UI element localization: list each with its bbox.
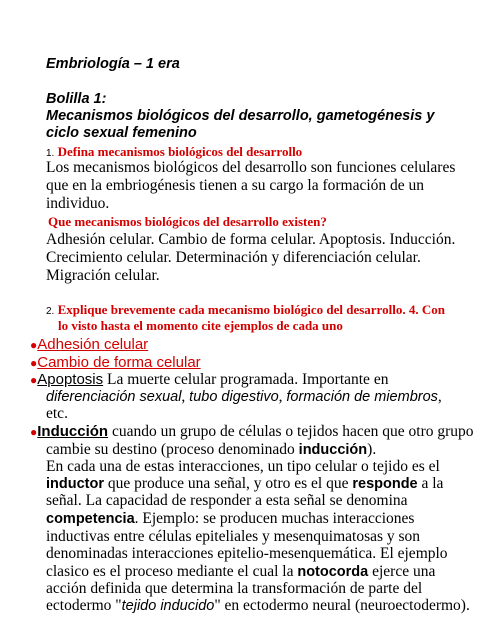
apoptosis-term: Apoptosis [37,371,104,388]
bullet-adhesion [30,336,148,354]
bullet-dot-icon: ● [30,338,38,352]
subtitle-line-2: ciclo sexual femenino [46,125,197,141]
bullet-dot-icon: ● [30,425,38,439]
question-2-text-line-2: lo visto hasta el momento cite ejemplos de cada uno [58,318,343,333]
apoptosis-def: La muerte celular programada. Importante en [103,371,389,388]
induccion-line-2: cambie su destino (proceso denominado inducción). [46,441,377,458]
induccion-line-8: denominadas interacciones epitelio-mesenquemática. El ejemplo [46,545,448,562]
question-1-heading [46,144,302,160]
mechanisms-list-line-3: Migración celular. [46,267,160,284]
bullet-dot-icon: ● [30,373,38,387]
bullet-apoptosis [30,371,388,389]
bullet-cambio [30,354,201,372]
induccion-line-4: inductor que produce una señal, y otro es el que responde a la [46,475,444,492]
question-2-heading [46,302,445,318]
subtitle-line-1: Mecanismos biológicos del desarrollo, gametogénesis y [46,108,435,124]
answer-1-line-3: individuo. [46,195,110,212]
induccion-line-5: señal. La capacidad de responder a esta señal se denomina [46,492,408,509]
document-title: Embriología – 1 era [46,56,180,72]
induccion-line-10: acción definida que determina la transformación de parte del [46,580,423,597]
apoptosis-examples: diferenciación sexual, tubo digestivo, formación de miembros, [46,388,442,405]
induccion-term: Inducción [37,423,109,440]
apoptosis-etc: etc. [46,405,68,422]
cambio-term: Cambio de forma celular [37,354,201,371]
induccion-line-11: ectodermo "tejido inducido" en ectodermo neural (neuroectodermo). [46,597,470,614]
answer-1-line-2: que en la embriogénesis tienen a su cargo la formación de un [46,177,425,194]
question-1-text: Defina mecanismos biológicos del desarrollo [57,144,303,159]
mechanisms-list-line-1: Adhesión celular. Cambio de forma celular. Apoptosis. Inducción. [46,231,456,248]
adhesion-term: Adhesión celular [37,336,149,353]
bolilla-label: Bolilla 1: [46,91,107,107]
induccion-line-9: clasico es el proceso mediante el cual la notocorda ejerce una [46,563,436,580]
induccion-line-6: competencia. Ejemplo: se producen muchas interacciones [46,510,415,527]
induccion-line-7: inductivas entre células epiteliales y mesenquimatosas y son [46,528,421,545]
apoptosis-example-1: diferenciación sexual [46,389,182,405]
apoptosis-example-3: formación de miembros [286,389,438,405]
question-1-subheading: Que mecanismos biológicos del desarrollo existen? [48,214,327,229]
bullet-induccion: ●Inducción cuando un grupo de células o tejidos hacen que otro grupo [30,423,474,440]
bullet-dot-icon: ● [30,356,38,370]
apoptosis-example-2: tubo digestivo [189,389,279,405]
question-2-number: 2. [46,306,55,317]
induccion-line-3: En cada una de estas interacciones, un tipo celular o tejido es el [46,458,440,475]
mechanisms-list-line-2: Crecimiento celular. Determinación y diferenciación celular. [46,249,421,266]
question-1-number: 1. [46,148,55,159]
answer-1-line-1: Los mecanismos biológicos del desarrollo son funciones celulares [46,159,456,176]
question-2-text-line-1: Explique brevemente cada mecanismo biológico del desarrollo. 4. Con [57,302,445,317]
